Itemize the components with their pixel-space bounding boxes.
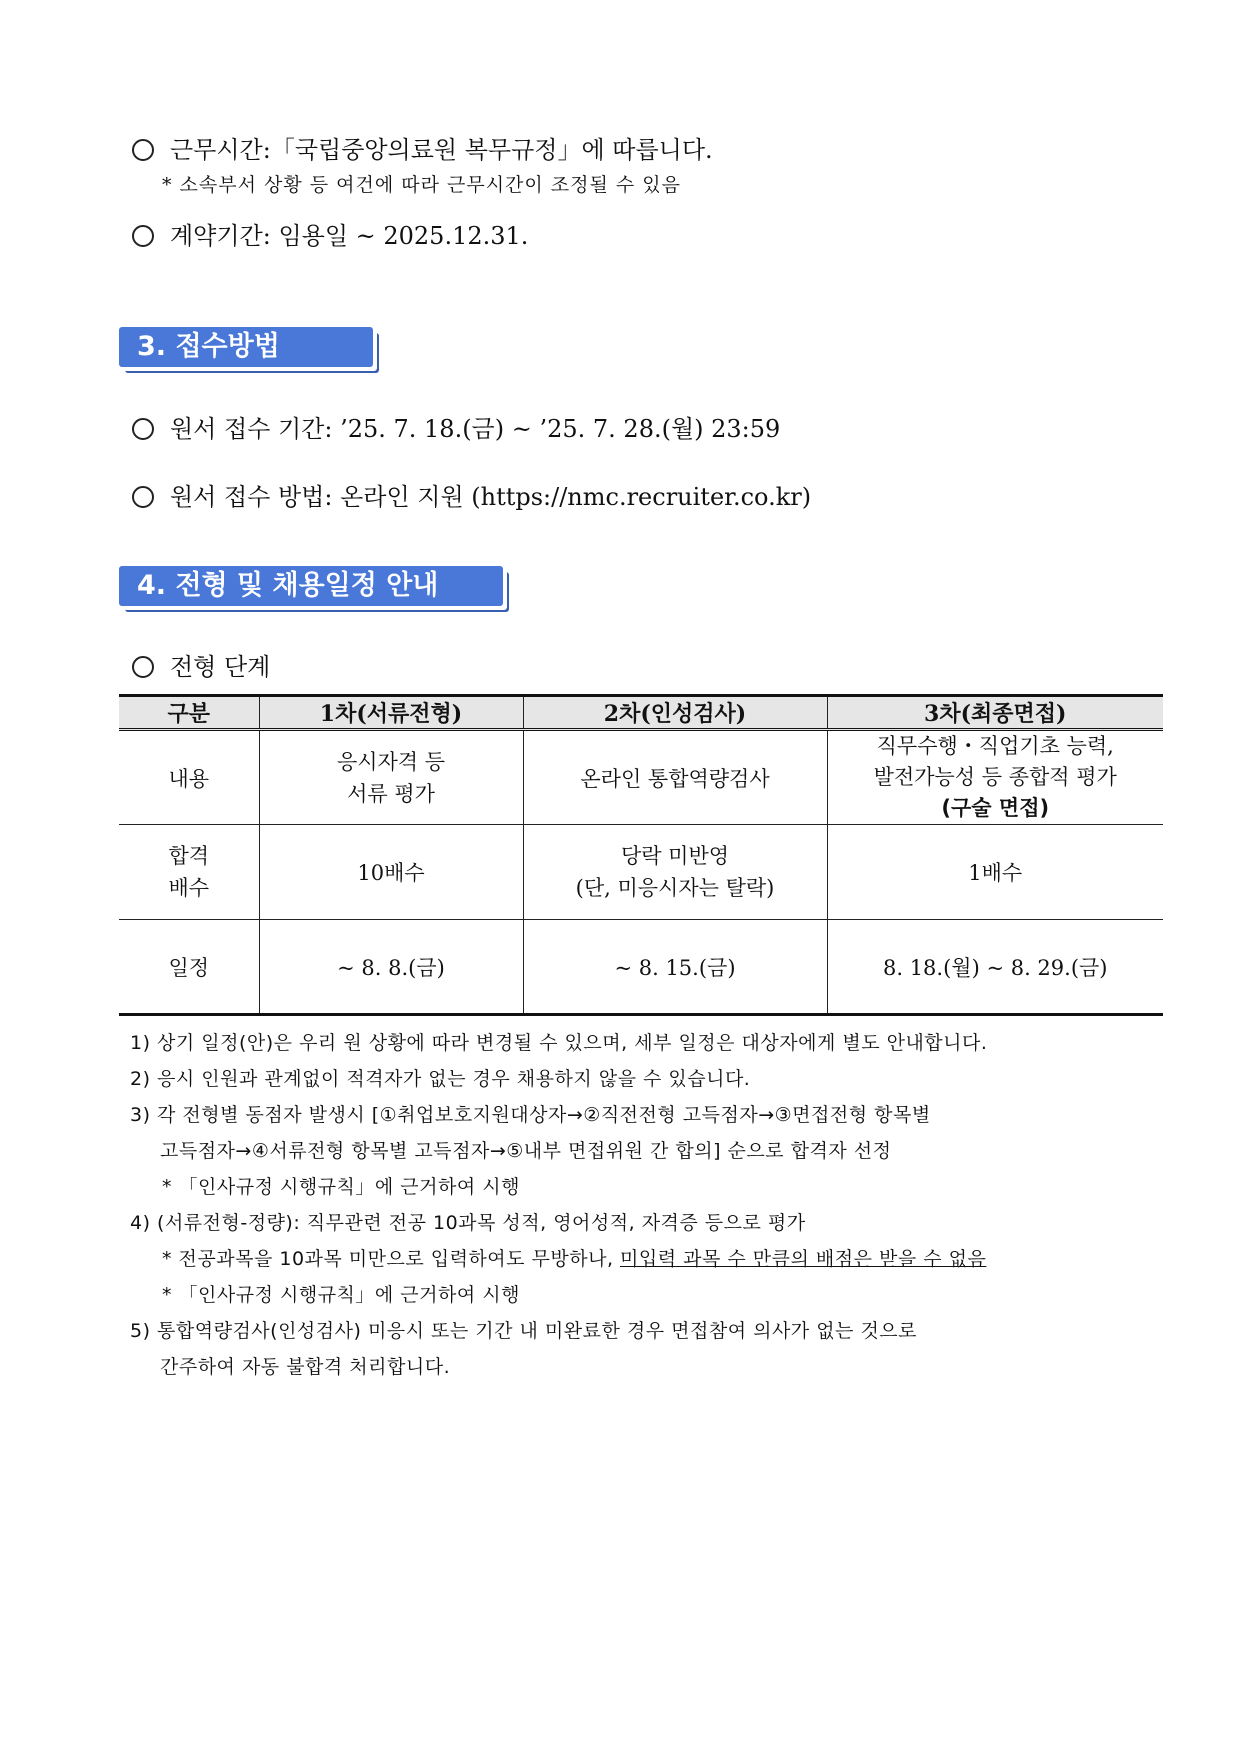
section-4-heading: 4. 전형 및 채용일정 안내 [119, 566, 503, 606]
footnote-2: 2) 응시 인원과 관계없이 적격자가 없는 경우 채용하지 않을 수 있습니다. [130, 1068, 751, 1090]
cell-text: 발전가능성 등 종합적 평가 [873, 765, 1117, 789]
cell-stage1-content [259, 730, 523, 825]
application-period-line [132, 409, 780, 444]
cell-text: (구술 면접) [941, 796, 1050, 820]
cell-stage1-schedule: ~ 8. 8.(금) [259, 920, 523, 1015]
work-hours-line [132, 130, 713, 165]
row-label-schedule: 일정 [119, 920, 259, 1015]
cell-text: 응시자격 등 [336, 749, 446, 774]
header-stage-2: 2차(인성검사) [523, 696, 827, 730]
row-label-content: 내용 [119, 730, 259, 825]
row-label-pass-multiple [119, 825, 259, 920]
footnote-4b-underlined: 미입력 과목 수 만큼의 배점은 받을 수 없음 [620, 1248, 987, 1270]
application-period-text: 원서 접수 기간: ’25. 7. 18.(금) ~ ’25. 7. 28.(월) 23:59 [170, 415, 781, 443]
cell-text: 배수 [168, 876, 210, 900]
footnote-1: 1) 상기 일정(안)은 우리 원 상황에 따라 변경될 수 있으며, 세부 일정은 대상자에게 별도 안내합니다. [130, 1032, 988, 1054]
section-3-heading: 3. 접수방법 [119, 327, 373, 367]
circle-bullet-icon [132, 486, 154, 508]
application-method-line [132, 477, 811, 512]
footnote-4b [162, 1244, 986, 1271]
table-header-row [119, 696, 1163, 730]
footnote-5b: 간주하여 자동 불합격 처리합니다. [160, 1356, 451, 1378]
cell-stage3-pass: 1배수 [827, 825, 1163, 920]
cell-stage3-content [827, 730, 1163, 825]
footnote-4a: 4) (서류전형-정량): 직무관련 전공 10과목 성적, 영어성적, 자격증 등으로 평가 [130, 1212, 806, 1234]
table-row-content [119, 730, 1163, 825]
application-method-text: 원서 접수 방법: 온라인 지원 (https://nmc.recruiter.co.kr) [170, 483, 812, 511]
circle-bullet-icon [132, 225, 154, 247]
schedule-table [119, 694, 1163, 1016]
header-stage-1: 1차(서류전형) [259, 696, 523, 730]
cell-stage3-schedule: 8. 18.(월) ~ 8. 29.(금) [827, 920, 1163, 1015]
contract-text: 계약기간: 임용일 ~ 2025.12.31. [170, 222, 529, 250]
table-row-schedule [119, 920, 1163, 1015]
header-stage-3: 3차(최종면접) [827, 696, 1163, 730]
cell-text: (단, 미응시자는 탈락) [575, 876, 775, 900]
work-hours-text: 근무시간:「국립중앙의료원 복무규정」에 따릅니다. [170, 136, 713, 164]
stages-line [132, 647, 270, 682]
circle-bullet-icon [132, 139, 154, 161]
work-hours-note: * 소속부서 상황 등 여건에 따라 근무시간이 조정될 수 있음 [162, 174, 681, 196]
cell-text: 당락 미반영 [620, 844, 730, 868]
cell-text: 직무수행・직업기초 능력, [876, 734, 1114, 758]
stages-label: 전형 단계 [170, 653, 271, 681]
footnote-3c: * 「인사규정 시행규칙」에 근거하여 시행 [162, 1176, 520, 1198]
footnote-5a: 5) 통합역량검사(인성검사) 미응시 또는 기간 내 미완료한 경우 면접참여 의사가 없는 것으로 [130, 1320, 918, 1342]
cell-stage2-schedule: ~ 8. 15.(금) [523, 920, 827, 1015]
cell-text: 합격 [168, 844, 210, 868]
contract-line [132, 216, 528, 251]
circle-bullet-icon [132, 656, 154, 678]
table-row-pass-multiple [119, 825, 1163, 920]
footnote-4b-text: * 전공과목을 10과목 미만으로 입력하여도 무방하나, [162, 1248, 621, 1270]
cell-stage2-content: 온라인 통합역량검사 [523, 730, 827, 825]
header-category: 구분 [119, 696, 259, 730]
cell-stage2-pass [523, 825, 827, 920]
footnote-3b: 고득점자→④서류전형 항목별 고득점자→⑤내부 면접위원 간 합의] 순으로 합격자 선정 [160, 1140, 892, 1162]
footnote-4c: * 「인사규정 시행규칙」에 근거하여 시행 [162, 1284, 520, 1306]
circle-bullet-icon [132, 418, 154, 440]
cell-stage1-pass: 10배수 [259, 825, 523, 920]
footnote-3a: 3) 각 전형별 동점자 발생시 [①취업보호지원대상자→②직전전형 고득점자→③면접전형 항목별 [130, 1104, 931, 1126]
cell-text: 서류 평가 [347, 781, 435, 806]
